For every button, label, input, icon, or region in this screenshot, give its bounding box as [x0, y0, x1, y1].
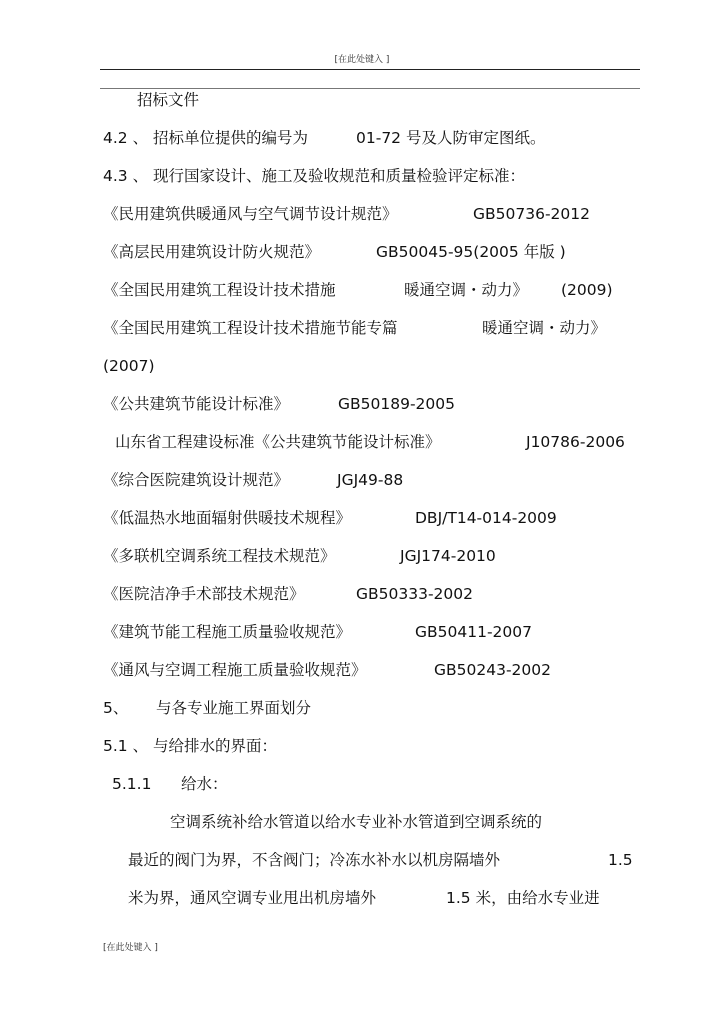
standard-name: 《医院洁净手术部技术规范》	[103, 585, 305, 603]
standard-name: 《民用建筑供暖通风与空气调节设计规范》	[103, 205, 398, 223]
standard-code: GB50189-2005	[338, 395, 455, 413]
paragraph-text: 最近的阀门为界，不含阀门；冷冻水补水以机房隔墙外	[128, 851, 501, 869]
line-text: 4.2 、 招标单位提供的编号为	[103, 129, 309, 147]
standard-name-cont: 暖通空调・动力》	[404, 281, 529, 299]
standard-name: 《综合医院建筑设计规范》	[103, 471, 290, 489]
standard-name: 《高层民用建筑设计防火规范》	[103, 243, 321, 261]
standard-code: (2009)	[561, 281, 613, 299]
standard-name: 《低温热水地面辐射供暖技术规程》	[103, 509, 352, 527]
standard-code: GB50736-2012	[473, 205, 590, 223]
standard-code: GB50411-2007	[415, 623, 532, 641]
paragraph-number: 1.5	[608, 851, 633, 869]
standard-name: 《公共建筑节能设计标准》	[103, 395, 290, 413]
page-header: [在此处键入 ]	[334, 55, 390, 65]
standard-name: 《全国民用建筑工程设计技术措施节能专篇	[103, 319, 398, 337]
standard-name-cont: 暖通空调・动力》	[482, 319, 607, 337]
standard-name: 《建筑节能工程施工质量验收规范》	[103, 623, 352, 641]
line-text: 01-72 号及人防审定图纸。	[356, 129, 546, 147]
section-number: 5、	[103, 699, 129, 717]
paragraph-text: 空调系统补给水管道以给水专业补水管道到空调系统的	[170, 813, 543, 831]
standard-name: 《全国民用建筑工程设计技术措施	[103, 281, 336, 299]
header-rule	[100, 69, 640, 70]
subsection-heading: 给水：	[181, 775, 228, 793]
standard-code: (2007)	[103, 357, 155, 375]
subsection-number: 5.1.1	[112, 775, 152, 793]
header-rule-secondary	[100, 88, 640, 89]
standard-name: 《多联机空调系统工程技术规范》	[103, 547, 336, 565]
standard-name: 山东省工程建设标准《公共建筑节能设计标准》	[115, 433, 441, 451]
standard-code: J10786-2006	[526, 433, 625, 451]
paragraph-text: 米为界，通风空调专业甩出机房墙外	[128, 889, 377, 907]
page-footer: [在此处键入 ]	[103, 943, 158, 953]
standard-code: GB50243-2002	[434, 661, 551, 679]
standard-code: JGJ174-2010	[400, 547, 496, 565]
paragraph-text-cont: 1.5 米，由给水专业进	[446, 889, 600, 907]
section-title: 招标文件	[137, 91, 200, 109]
standard-code: JGJ49-88	[337, 471, 404, 489]
standard-code: GB50333-2002	[356, 585, 473, 603]
line-text: 4.3 、 现行国家设计、施工及验收规范和质量检验评定标准：	[103, 167, 526, 185]
standard-code: GB50045-95(2005 年版 )	[376, 243, 566, 261]
subsection-heading: 5.1 、 与给排水的界面：	[103, 737, 278, 755]
standard-code: DBJ/T14-014-2009	[415, 509, 557, 527]
standard-name: 《通风与空调工程施工质量验收规范》	[103, 661, 367, 679]
section-heading: 与各专业施工界面划分	[156, 699, 312, 717]
